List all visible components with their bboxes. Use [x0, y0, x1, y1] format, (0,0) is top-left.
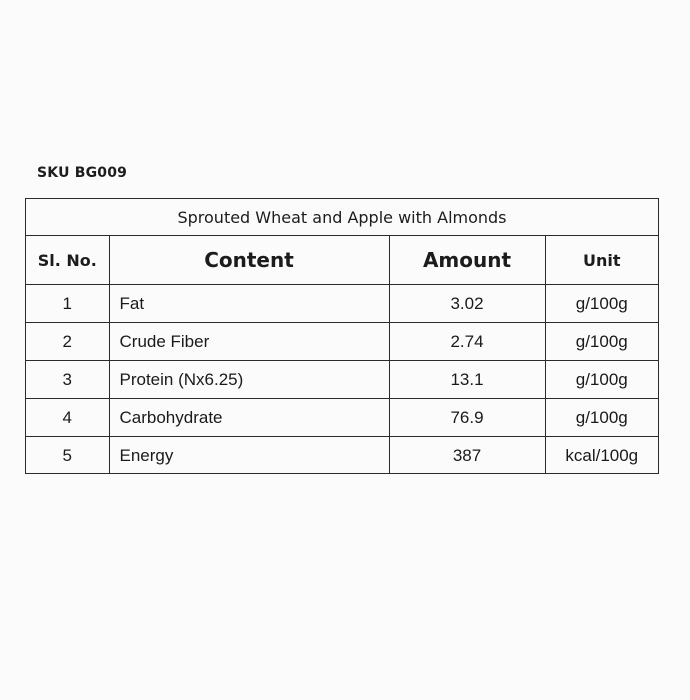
header-content: Content [109, 236, 389, 285]
cell-unit: g/100g [545, 285, 658, 323]
cell-content: Crude Fiber [109, 323, 389, 361]
cell-sl-no: 4 [26, 399, 109, 437]
cell-unit: g/100g [545, 399, 658, 437]
cell-unit: g/100g [545, 361, 658, 399]
table-row [26, 361, 658, 399]
cell-sl-no: 1 [26, 285, 109, 323]
table-row [26, 323, 658, 361]
cell-content: Carbohydrate [109, 399, 389, 437]
cell-amount: 13.1 [389, 361, 545, 399]
table-title: Sprouted Wheat and Apple with Almonds [26, 199, 658, 236]
table-row [26, 437, 658, 475]
header-sl-no: Sl. No. [26, 236, 109, 285]
cell-sl-no: 2 [26, 323, 109, 361]
cell-amount: 2.74 [389, 323, 545, 361]
cell-unit: g/100g [545, 323, 658, 361]
sku-label: SKU BG009 [37, 165, 128, 181]
nutrition-table [25, 198, 659, 474]
cell-content: Energy [109, 437, 389, 475]
header-amount: Amount [389, 236, 545, 285]
header-row [26, 236, 658, 285]
cell-content: Protein (Nx6.25) [109, 361, 389, 399]
cell-content: Fat [109, 285, 389, 323]
header-unit: Unit [545, 236, 658, 285]
table-row [26, 399, 658, 437]
cell-sl-no: 3 [26, 361, 109, 399]
cell-unit: kcal/100g [565, 445, 639, 465]
table-row [26, 285, 658, 323]
nutrition-data-table [26, 236, 658, 474]
cell-sl-no: 5 [26, 437, 109, 475]
cell-amount: 76.9 [389, 399, 545, 437]
cell-amount: 3.02 [389, 285, 545, 323]
cell-amount: 387 [389, 437, 545, 475]
